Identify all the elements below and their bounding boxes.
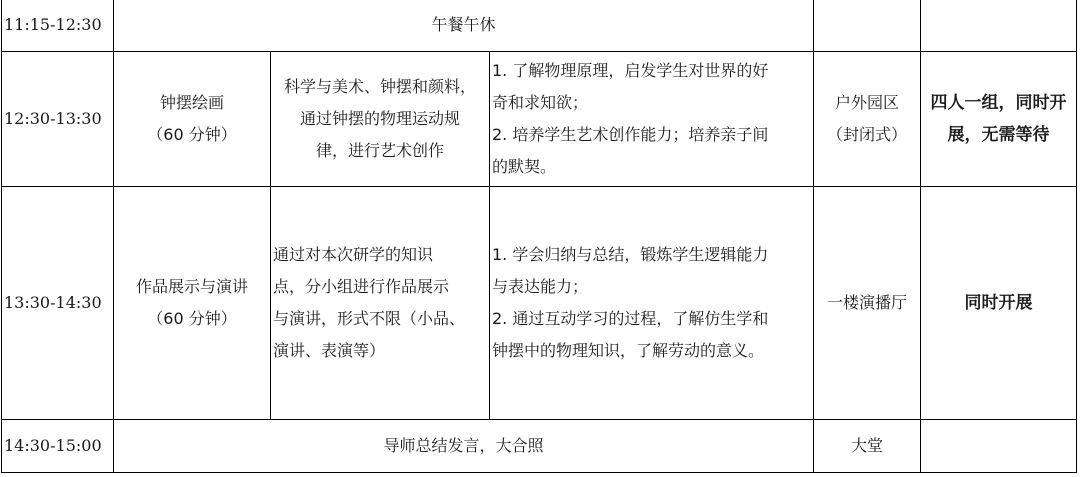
schedule-table: [1, 0, 1077, 473]
note-line: 四人一组，同时开: [930, 93, 1067, 113]
activity-title: 作品展示与演讲: [135, 277, 248, 296]
table-row: [2, 52, 1077, 187]
time-cell: 12:30-13:30: [2, 52, 114, 187]
goal-line: 1. 学会归纳与总结，锻炼学生逻辑能力: [492, 245, 769, 264]
location-cell: [814, 187, 921, 420]
goals-cell: [490, 187, 814, 420]
content-line: 点，分小组进行作品展示: [273, 277, 450, 296]
note-cell: [921, 420, 1077, 473]
table-row: [2, 420, 1077, 473]
time-cell: 14:30-15:00: [2, 420, 114, 473]
content-line: 与演讲，形式不限（小品、: [273, 309, 466, 328]
merged-activity-cell: 导师总结发言，大合照: [114, 420, 814, 473]
goal-line: 2. 培养学生艺术创作能力；培养亲子间: [492, 125, 769, 144]
location-line: 一楼演播厅: [827, 293, 908, 312]
location-cell: 大堂: [814, 420, 921, 473]
content-line: 科学与美术、钟摆和颜料，: [283, 77, 476, 96]
location-cell: [814, 0, 921, 52]
activity-cell: [114, 52, 271, 187]
time-cell: 13:30-14:30: [2, 187, 114, 420]
content-line: 演讲、表演等）: [273, 341, 386, 360]
table-row: [2, 187, 1077, 420]
time-cell: 11:15-12:30: [2, 0, 114, 52]
goal-line: 钟摆中的物理知识，了解劳动的意义。: [492, 341, 765, 360]
content-cell: [271, 187, 490, 420]
activity-duration: （60 分钟）: [147, 125, 237, 144]
activity-title: 钟摆绘画: [159, 93, 224, 112]
goal-line: 1. 了解物理原理，启发学生对世界的好: [492, 61, 769, 80]
note-cell: [921, 187, 1077, 420]
location-line: 户外园区: [835, 93, 900, 112]
activity-cell: [114, 187, 271, 420]
table-row: [2, 0, 1077, 52]
location-cell: [814, 52, 921, 187]
content-line: 通过对本次研学的知识: [273, 245, 434, 264]
content-line: 律，进行艺术创作: [315, 141, 444, 160]
note-cell: [921, 52, 1077, 187]
note-line: 展，无需等待: [947, 125, 1050, 145]
merged-activity-cell: 午餐午休: [114, 0, 814, 52]
goal-line: 与表达能力；: [492, 277, 589, 296]
goal-line: 奇和求知欲；: [492, 93, 589, 112]
note-line: 同时开展: [964, 293, 1033, 313]
content-cell: [271, 52, 490, 187]
location-line: （封闭式）: [827, 125, 908, 144]
goal-line: 2. 通过互动学习的过程，了解仿生学和: [492, 309, 769, 328]
content-line: 通过钟摆的物理运动规: [299, 109, 460, 128]
activity-duration: （60 分钟）: [147, 309, 237, 328]
note-cell: [921, 0, 1077, 52]
goals-cell: [490, 52, 814, 187]
goal-line: 的默契。: [492, 157, 557, 176]
